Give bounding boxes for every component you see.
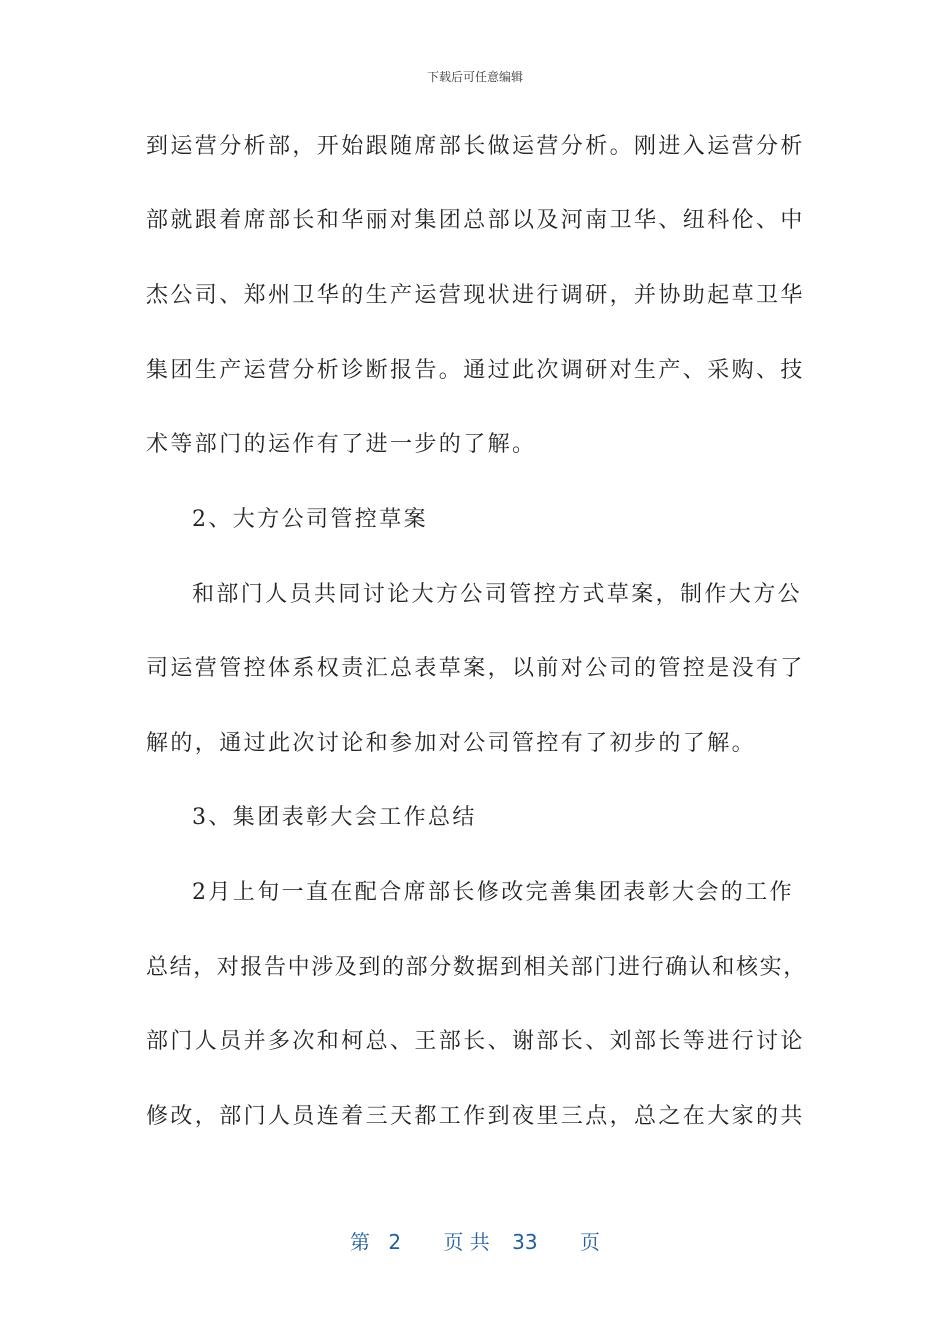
footer-middle: 页 共	[443, 1230, 490, 1254]
text-line: 术等部门的运作有了进一步的了解。	[146, 432, 537, 457]
section-heading: 2、大方公司管控草案	[192, 507, 428, 532]
text-line: 部就跟着席部长和华丽对集团总部以及河南卫华、纽科伦、中	[146, 208, 805, 233]
text-line: 杰公司、郑州卫华的生产运营现状进行调研，并协助起草卫华	[146, 283, 805, 308]
text-line: 解的，通过此次讨论和参加对公司管控有了初步的了解。	[146, 731, 757, 756]
text-line: 集团生产运营分析诊断报告。通过此次调研对生产、采购、技	[146, 358, 805, 383]
page-footer	[0, 1226, 950, 1255]
text-line: 总结，对报告中涉及到的部分数据到相关部门进行确认和核实，	[146, 955, 807, 980]
section-heading: 3、集团表彰大会工作总结	[192, 805, 477, 830]
current-page-number: 2	[388, 1230, 402, 1254]
text-line: 到运营分析部，开始跟随席部长做运营分析。刚进入运营分析	[146, 134, 805, 159]
text-line: 司运营管控体系权责汇总表草案，以前对公司的管控是没有了	[146, 656, 805, 681]
page-header-note: 下载后可任意编辑	[426, 70, 523, 84]
text-line: 和部门人员共同讨论大方公司管控方式草案，制作大方公	[192, 582, 803, 607]
footer-suffix: 页	[579, 1230, 600, 1254]
footer-prefix: 第	[350, 1230, 370, 1254]
text-line: 2月上旬一直在配合席部长修改完善集团表彰大会的工作	[192, 880, 794, 905]
total-pages-number: 33	[512, 1230, 538, 1254]
text-line: 修改，部门人员连着三天都工作到夜里三点，总之在大家的共	[146, 1104, 805, 1129]
text-line: 部门人员并多次和柯总、王部长、谢部长、刘部长等进行讨论	[146, 1029, 805, 1054]
